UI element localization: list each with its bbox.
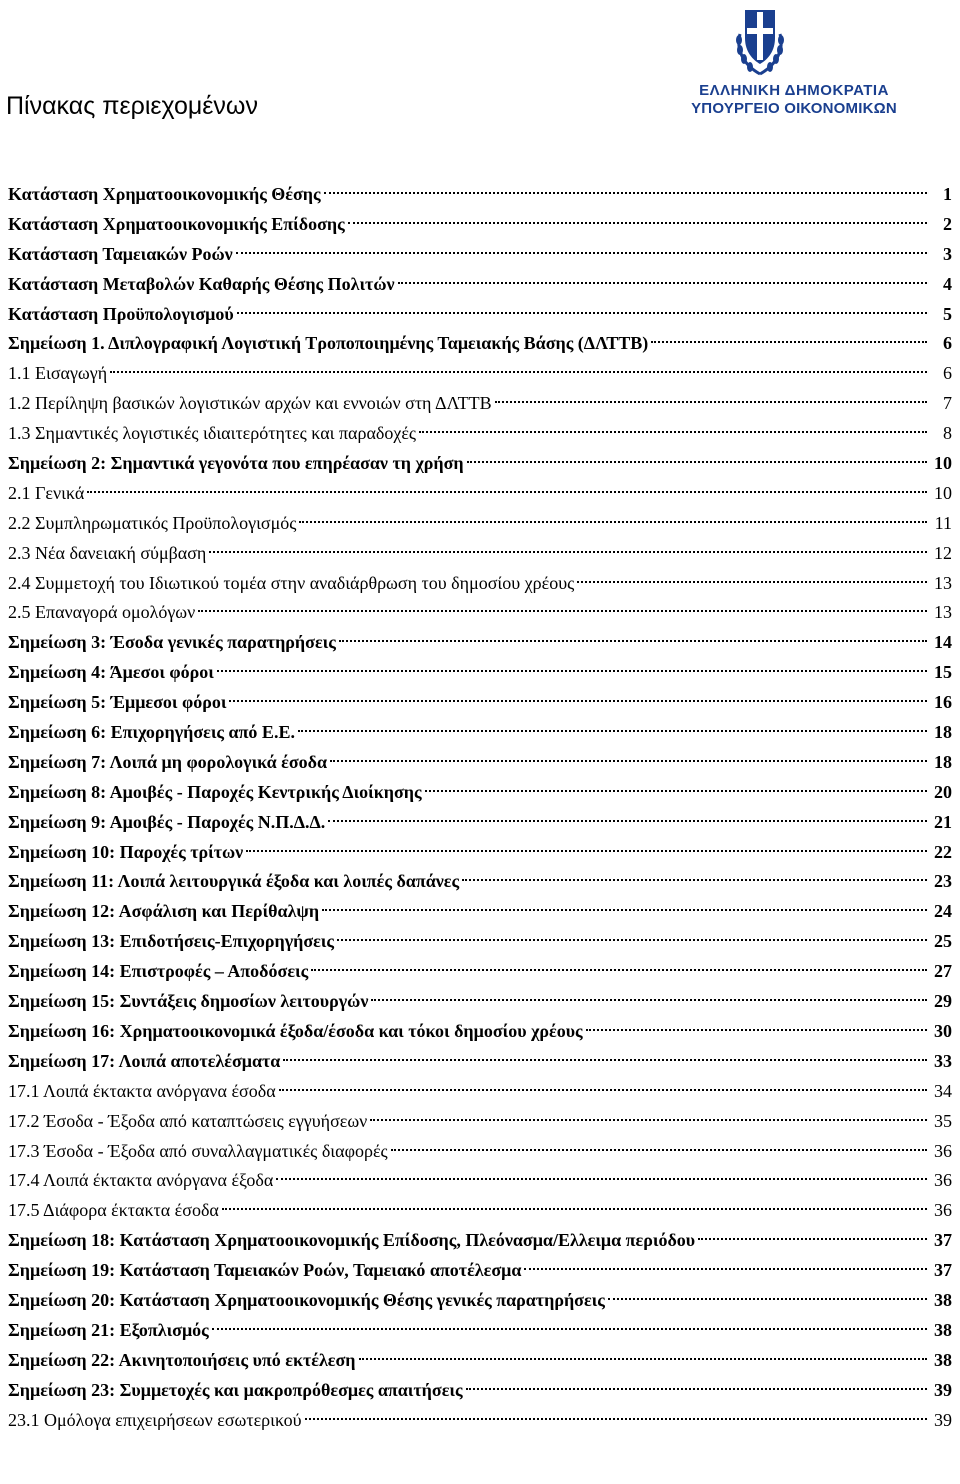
toc-page-number: 27 bbox=[934, 961, 952, 982]
toc-entry[interactable] bbox=[8, 1047, 952, 1077]
toc-dot-leader bbox=[698, 1238, 927, 1240]
toc-entry-label: Σημείωση 13: Επιδοτήσεις-Επιχορηγήσεις bbox=[8, 931, 334, 952]
toc-entry[interactable] bbox=[8, 867, 952, 897]
toc-entry[interactable] bbox=[8, 1376, 952, 1406]
toc-entry[interactable] bbox=[8, 240, 952, 270]
toc-dot-leader bbox=[577, 581, 927, 583]
toc-dot-leader bbox=[324, 192, 927, 194]
toc-dot-leader bbox=[391, 1149, 927, 1151]
toc-entry[interactable] bbox=[8, 1226, 952, 1256]
toc-page-number: 36 bbox=[934, 1200, 952, 1221]
toc-entry[interactable] bbox=[8, 389, 952, 419]
toc-entry-label: Σημείωση 20: Κατάσταση Χρηματοοικονομικής Θέσης γενικές παρατηρήσεις bbox=[8, 1289, 605, 1310]
toc-entry-label: Σημείωση 17: Λοιπά αποτελέσματα bbox=[8, 1050, 281, 1071]
toc-entry[interactable] bbox=[8, 1017, 952, 1047]
toc-dot-leader bbox=[359, 1358, 927, 1360]
greek-coat-of-arms-icon bbox=[732, 4, 788, 78]
toc-entry[interactable] bbox=[8, 1077, 952, 1107]
toc-page-number: 39 bbox=[934, 1409, 952, 1430]
toc-entry[interactable] bbox=[8, 987, 952, 1017]
toc-page-number: 36 bbox=[934, 1170, 952, 1191]
toc-entry-label: Κατάσταση Προϋπολογισμού bbox=[8, 303, 234, 324]
toc-page-number: 6 bbox=[943, 363, 952, 384]
toc-page-number: 5 bbox=[943, 303, 952, 324]
toc-page-number: 33 bbox=[934, 1050, 952, 1071]
toc-entry[interactable] bbox=[8, 808, 952, 838]
toc-page-number: 38 bbox=[934, 1289, 952, 1310]
toc-entry[interactable] bbox=[8, 718, 952, 748]
toc-entry[interactable] bbox=[8, 539, 952, 569]
toc-page-number: 2 bbox=[943, 213, 952, 234]
toc-entry-label: Σημείωση 19: Κατάσταση Ταμειακών Ροών, Ταμειακό αποτέλεσμα bbox=[8, 1260, 522, 1281]
toc-dot-leader bbox=[87, 491, 927, 493]
toc-dot-leader bbox=[198, 610, 927, 612]
toc-dot-leader bbox=[419, 431, 927, 433]
toc-dot-leader bbox=[246, 850, 927, 852]
toc-dot-leader bbox=[212, 1328, 927, 1330]
toc-entry[interactable] bbox=[8, 1346, 952, 1376]
toc-dot-leader bbox=[276, 1178, 927, 1180]
toc-page-number: 13 bbox=[934, 572, 952, 593]
toc-page-number: 29 bbox=[934, 991, 952, 1012]
toc-entry-label: Σημείωση 8: Αμοιβές - Παροχές Κεντρικής Διοίκησης bbox=[8, 781, 422, 802]
toc-page-number: 24 bbox=[934, 901, 952, 922]
toc-entry[interactable] bbox=[8, 419, 952, 449]
toc-entry[interactable] bbox=[8, 1107, 952, 1137]
ministry-logo bbox=[644, 4, 944, 124]
toc-entry[interactable] bbox=[8, 359, 952, 389]
page-title: Πίνακας περιεχομένων bbox=[6, 92, 258, 120]
toc-dot-leader bbox=[279, 1089, 927, 1091]
toc-entry-label: Σημείωση 23: Συμμετοχές και μακροπρόθεσμες απαιτήσεις bbox=[8, 1379, 463, 1400]
toc-entry[interactable] bbox=[8, 180, 952, 210]
toc-entry[interactable] bbox=[8, 778, 952, 808]
toc-page-number: 20 bbox=[934, 781, 952, 802]
toc-dot-leader bbox=[466, 1388, 927, 1390]
toc-entry[interactable] bbox=[8, 688, 952, 718]
toc-dot-leader bbox=[586, 1029, 927, 1031]
toc-entry-label: 17.3 Έσοδα - Έξοδα από συναλλαγματικές διαφορές bbox=[8, 1140, 388, 1161]
toc-dot-leader bbox=[524, 1268, 927, 1270]
toc-entry-label: Σημείωση 11: Λοιπά λειτουργικά έξοδα και λοιπές δαπάνες bbox=[8, 871, 460, 892]
toc-page-number: 38 bbox=[934, 1319, 952, 1340]
toc-page-number: 39 bbox=[934, 1379, 952, 1400]
logo-line1: ΕΛΛΗΝΙΚΗ ΔΗΜΟΚΡΑΤΙΑ bbox=[699, 82, 889, 99]
toc-entry-label: 2.2 Συμπληρωματικός Προϋπολογισμός bbox=[8, 512, 297, 533]
toc-entry[interactable] bbox=[8, 329, 952, 359]
toc-page-number: 13 bbox=[934, 602, 952, 623]
toc-dot-leader bbox=[209, 551, 927, 553]
toc-dot-leader bbox=[462, 879, 927, 881]
toc-entry[interactable] bbox=[8, 1196, 952, 1226]
toc-page-number: 37 bbox=[934, 1230, 952, 1251]
toc-dot-leader bbox=[371, 999, 927, 1001]
toc-entry-label: Σημείωση 2: Σημαντικά γεγονότα που επηρέασαν τη χρήση bbox=[8, 453, 464, 474]
toc-entry[interactable] bbox=[8, 598, 952, 628]
toc-dot-leader bbox=[237, 312, 927, 314]
toc-page-number: 18 bbox=[934, 751, 952, 772]
toc-entry[interactable] bbox=[8, 509, 952, 539]
toc-entry-label: 2.1 Γενικά bbox=[8, 482, 85, 503]
toc-dot-leader bbox=[217, 670, 927, 672]
toc-entry-label: Σημείωση 22: Ακινητοποιήσεις υπό εκτέλεση bbox=[8, 1349, 356, 1370]
toc-entry[interactable] bbox=[8, 897, 952, 927]
toc-entry-label: 2.5 Επαναγορά ομολόγων bbox=[8, 602, 196, 623]
toc-entry-label: Σημείωση 1. Διπλογραφική Λογιστική Τροποποιημένης Ταμειακής Βάσης (ΔΛΤΤΒ) bbox=[8, 333, 649, 354]
toc-page-number: 37 bbox=[934, 1260, 952, 1281]
toc-entry-label: Σημείωση 12: Ασφάλιση και Περίθαλψη bbox=[8, 901, 320, 922]
toc-entry[interactable] bbox=[8, 658, 952, 688]
toc-page-number: 16 bbox=[934, 692, 952, 713]
toc-page-number: 36 bbox=[934, 1140, 952, 1161]
toc-entry-label: Σημείωση 5: Έμμεσοι φόροι bbox=[8, 692, 227, 713]
toc-entry[interactable] bbox=[8, 957, 952, 987]
toc-entry-label: Κατάσταση Χρηματοοικονομικής Επίδοσης bbox=[8, 213, 345, 234]
toc-entry-label: Σημείωση 18: Κατάσταση Χρηματοοικονομικής Επίδοσης, Πλεόνασμα/Ελλειμα περιόδου bbox=[8, 1230, 696, 1251]
toc-entry-label: Σημείωση 21: Εξοπλισμός bbox=[8, 1319, 209, 1340]
toc-entry-label: 1.3 Σημαντικές λογιστικές ιδιαιτερότητες και παραδοχές bbox=[8, 423, 417, 444]
toc-dot-leader bbox=[348, 222, 927, 224]
toc-page-number: 10 bbox=[934, 453, 952, 474]
toc-entry[interactable] bbox=[8, 748, 952, 778]
toc-page-number: 10 bbox=[934, 482, 952, 503]
toc-entry[interactable] bbox=[8, 1137, 952, 1167]
toc-dot-leader bbox=[283, 1059, 927, 1061]
toc-dot-leader bbox=[222, 1208, 927, 1210]
toc-entry-label: Σημείωση 9: Αμοιβές - Παροχές Ν.Π.Δ.Δ. bbox=[8, 811, 326, 832]
toc-page-number: 15 bbox=[934, 662, 952, 683]
toc-entry-label: Σημείωση 7: Λοιπά μη φορολογικά έσοδα bbox=[8, 751, 328, 772]
toc-page-number: 34 bbox=[934, 1080, 952, 1101]
toc-entry[interactable] bbox=[8, 449, 952, 479]
toc-dot-leader bbox=[330, 760, 927, 762]
toc-entry-label: 17.4 Λοιπά έκτακτα ανόργανα έξοδα bbox=[8, 1170, 274, 1191]
toc-entry-label: Σημείωση 3: Έσοδα γενικές παρατηρήσεις bbox=[8, 632, 336, 653]
toc-entry-label: 17.2 Έσοδα - Έξοδα από καταπτώσεις εγγυήσεων bbox=[8, 1110, 368, 1131]
logo-line2: ΥΠΟΥΡΓΕΙΟ ΟΙΚΟΝΟΜΙΚΩΝ bbox=[691, 100, 897, 117]
toc-entry[interactable] bbox=[8, 927, 952, 957]
toc-entry-label: Σημείωση 6: Επιχορηγήσεις από Ε.Ε. bbox=[8, 722, 295, 743]
toc-entry[interactable] bbox=[8, 300, 952, 330]
table-of-contents bbox=[8, 180, 952, 1435]
toc-entry-label: Σημείωση 16: Χρηματοοικονομικά έξοδα/έσοδα και τόκοι δημοσίου χρέους bbox=[8, 1020, 583, 1041]
toc-entry[interactable] bbox=[8, 1256, 952, 1286]
toc-entry[interactable] bbox=[8, 1406, 952, 1436]
toc-entry[interactable] bbox=[8, 1166, 952, 1196]
toc-page-number: 38 bbox=[934, 1349, 952, 1370]
toc-dot-leader bbox=[425, 790, 927, 792]
toc-dot-leader bbox=[337, 939, 927, 941]
toc-page-number: 35 bbox=[934, 1110, 952, 1131]
toc-dot-leader bbox=[311, 969, 927, 971]
toc-dot-leader bbox=[229, 700, 927, 702]
toc-page-number: 25 bbox=[934, 931, 952, 952]
toc-entry-label: Κατάσταση Μεταβολών Καθαρής Θέσης Πολιτών bbox=[8, 273, 395, 294]
toc-page-number: 23 bbox=[934, 871, 952, 892]
toc-dot-leader bbox=[298, 730, 927, 732]
toc-page-number: 8 bbox=[943, 423, 952, 444]
toc-dot-leader bbox=[322, 909, 927, 911]
toc-entry[interactable] bbox=[8, 838, 952, 868]
toc-entry-label: 2.4 Συμμετοχή του Ιδιωτικού τομέα στην αναδιάρθρωση του δημοσίου χρέους bbox=[8, 572, 575, 593]
toc-entry[interactable] bbox=[8, 628, 952, 658]
toc-page-number: 14 bbox=[934, 632, 952, 653]
toc-dot-leader bbox=[236, 252, 927, 254]
toc-dot-leader bbox=[495, 401, 927, 403]
toc-dot-leader bbox=[110, 371, 927, 373]
toc-entry-label: 17.1 Λοιπά έκτακτα ανόργανα έσοδα bbox=[8, 1080, 276, 1101]
toc-page-number: 22 bbox=[934, 841, 952, 862]
toc-dot-leader bbox=[370, 1119, 927, 1121]
toc-entry[interactable] bbox=[8, 1316, 952, 1346]
toc-entry-label: 1.2 Περίληψη βασικών λογιστικών αρχών και εννοιών στη ΔΛΤΤΒ bbox=[8, 393, 492, 414]
toc-entry-label: Σημείωση 14: Επιστροφές – Αποδόσεις bbox=[8, 961, 309, 982]
toc-dot-leader bbox=[467, 461, 927, 463]
toc-page-number: 3 bbox=[943, 243, 952, 264]
toc-entry-label: Σημείωση 4: Άμεσοι φόροι bbox=[8, 662, 214, 683]
toc-entry-label: 23.1 Ομόλογα επιχειρήσεων εσωτερικού bbox=[8, 1409, 302, 1430]
toc-entry-label: 2.3 Νέα δανειακή σύμβαση bbox=[8, 542, 207, 563]
toc-dot-leader bbox=[299, 521, 927, 523]
toc-entry[interactable] bbox=[8, 270, 952, 300]
toc-dot-leader bbox=[398, 282, 927, 284]
toc-page-number: 11 bbox=[934, 512, 952, 533]
toc-entry-label: 17.5 Διάφορα έκτακτα έσοδα bbox=[8, 1200, 219, 1221]
toc-page-number: 6 bbox=[943, 333, 952, 354]
toc-dot-leader bbox=[651, 341, 927, 343]
toc-page-number: 4 bbox=[943, 273, 952, 294]
toc-page-number: 18 bbox=[934, 722, 952, 743]
toc-entry-label: Σημείωση 15: Συντάξεις δημοσίων λειτουργών bbox=[8, 991, 369, 1012]
toc-entry[interactable] bbox=[8, 1286, 952, 1316]
toc-dot-leader bbox=[608, 1298, 927, 1300]
toc-dot-leader bbox=[328, 820, 927, 822]
toc-entry-label: Κατάσταση Ταμειακών Ροών bbox=[8, 243, 233, 264]
toc-entry-label: Σημείωση 10: Παροχές τρίτων bbox=[8, 841, 244, 862]
toc-page-number: 7 bbox=[943, 393, 952, 414]
toc-entry[interactable] bbox=[8, 210, 952, 240]
toc-page-number: 30 bbox=[934, 1020, 952, 1041]
toc-entry-label: Κατάσταση Χρηματοοικονομικής Θέσης bbox=[8, 184, 321, 204]
toc-entry-label: 1.1 Εισαγωγή bbox=[8, 363, 108, 384]
toc-page-number: 21 bbox=[934, 811, 952, 832]
toc-entry[interactable] bbox=[8, 479, 952, 509]
toc-dot-leader bbox=[305, 1418, 927, 1420]
toc-page-number: 12 bbox=[934, 542, 952, 563]
toc-entry[interactable] bbox=[8, 569, 952, 599]
toc-dot-leader bbox=[339, 640, 927, 642]
toc-page-number: 1 bbox=[943, 184, 952, 204]
